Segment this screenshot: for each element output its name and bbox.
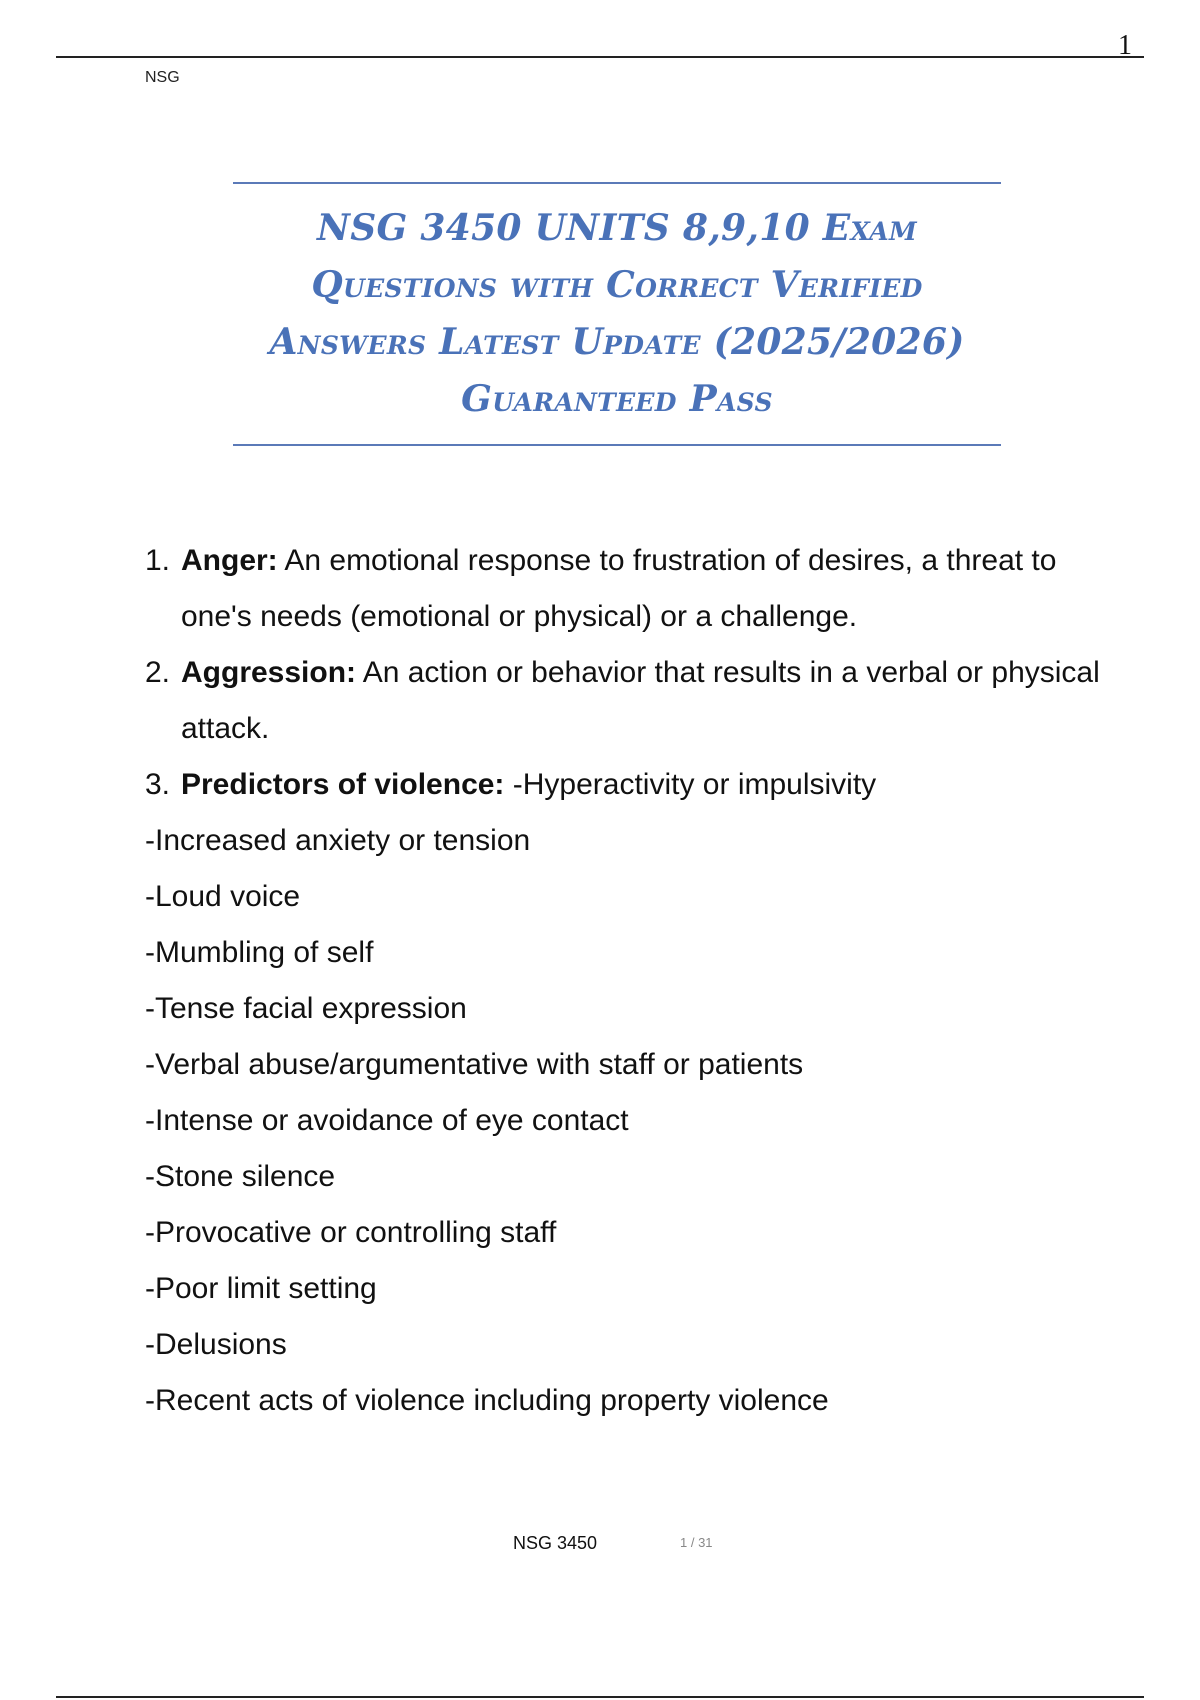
item-definition: -Hyperactivity or impulsivity <box>504 768 877 801</box>
predictor-item: -Intense or avoidance of eye contact <box>145 1104 629 1137</box>
item-term: Anger: <box>181 544 278 577</box>
document-title <box>269 200 964 428</box>
predictor-item: -Increased anxiety or tension <box>145 824 531 857</box>
item-definition: An emotional response to frustration of desires, a threat to one's needs (emotional or physical) or a challenge. <box>181 544 1057 633</box>
item-number: 1. <box>145 544 171 577</box>
item-number: 2. <box>145 656 171 689</box>
predictor-item: -Tense facial expression <box>145 992 467 1025</box>
list-item <box>145 645 1105 757</box>
predictor-item: -Poor limit setting <box>145 1272 377 1305</box>
item-term: Aggression: <box>181 656 357 689</box>
item-term: Predictors of violence: <box>181 768 505 801</box>
list-item <box>145 533 1105 645</box>
title-line: Questions with Correct Verified <box>311 264 923 306</box>
footer-page-count: 1 / 31 <box>680 1535 713 1550</box>
title-line: NSG 3450 UNITS 8,9,10 Exam <box>317 207 917 249</box>
item-number: 3. <box>145 768 171 801</box>
title-line: Guaranteed Pass <box>461 378 773 420</box>
predictor-item: -Stone silence <box>145 1160 336 1193</box>
predictor-item: -Loud voice <box>145 880 301 913</box>
list-item <box>145 757 1105 813</box>
page-number: 1 <box>1118 30 1132 61</box>
item-definition: An action or behavior that results in a verbal or physical attack. <box>181 656 1100 745</box>
document-title-block <box>233 182 1001 446</box>
predictor-item: -Verbal abuse/argumentative with staff or patients <box>145 1048 804 1081</box>
document-body <box>145 533 1105 1429</box>
title-line: Answers Latest Update (2025/2026) <box>269 321 965 363</box>
header-label: NSG <box>145 69 180 86</box>
predictor-item: -Mumbling of self <box>145 936 374 969</box>
page-footer <box>0 1533 1200 1557</box>
header-rule <box>56 56 1144 58</box>
predictor-list <box>145 813 1105 1429</box>
footer-rule <box>56 1696 1144 1698</box>
footer-title: NSG 3450 <box>513 1533 598 1553</box>
predictor-item: -Provocative or controlling staff <box>145 1216 557 1249</box>
predictor-item: -Delusions <box>145 1328 287 1361</box>
predictor-item: -Recent acts of violence including property violence <box>145 1384 829 1417</box>
